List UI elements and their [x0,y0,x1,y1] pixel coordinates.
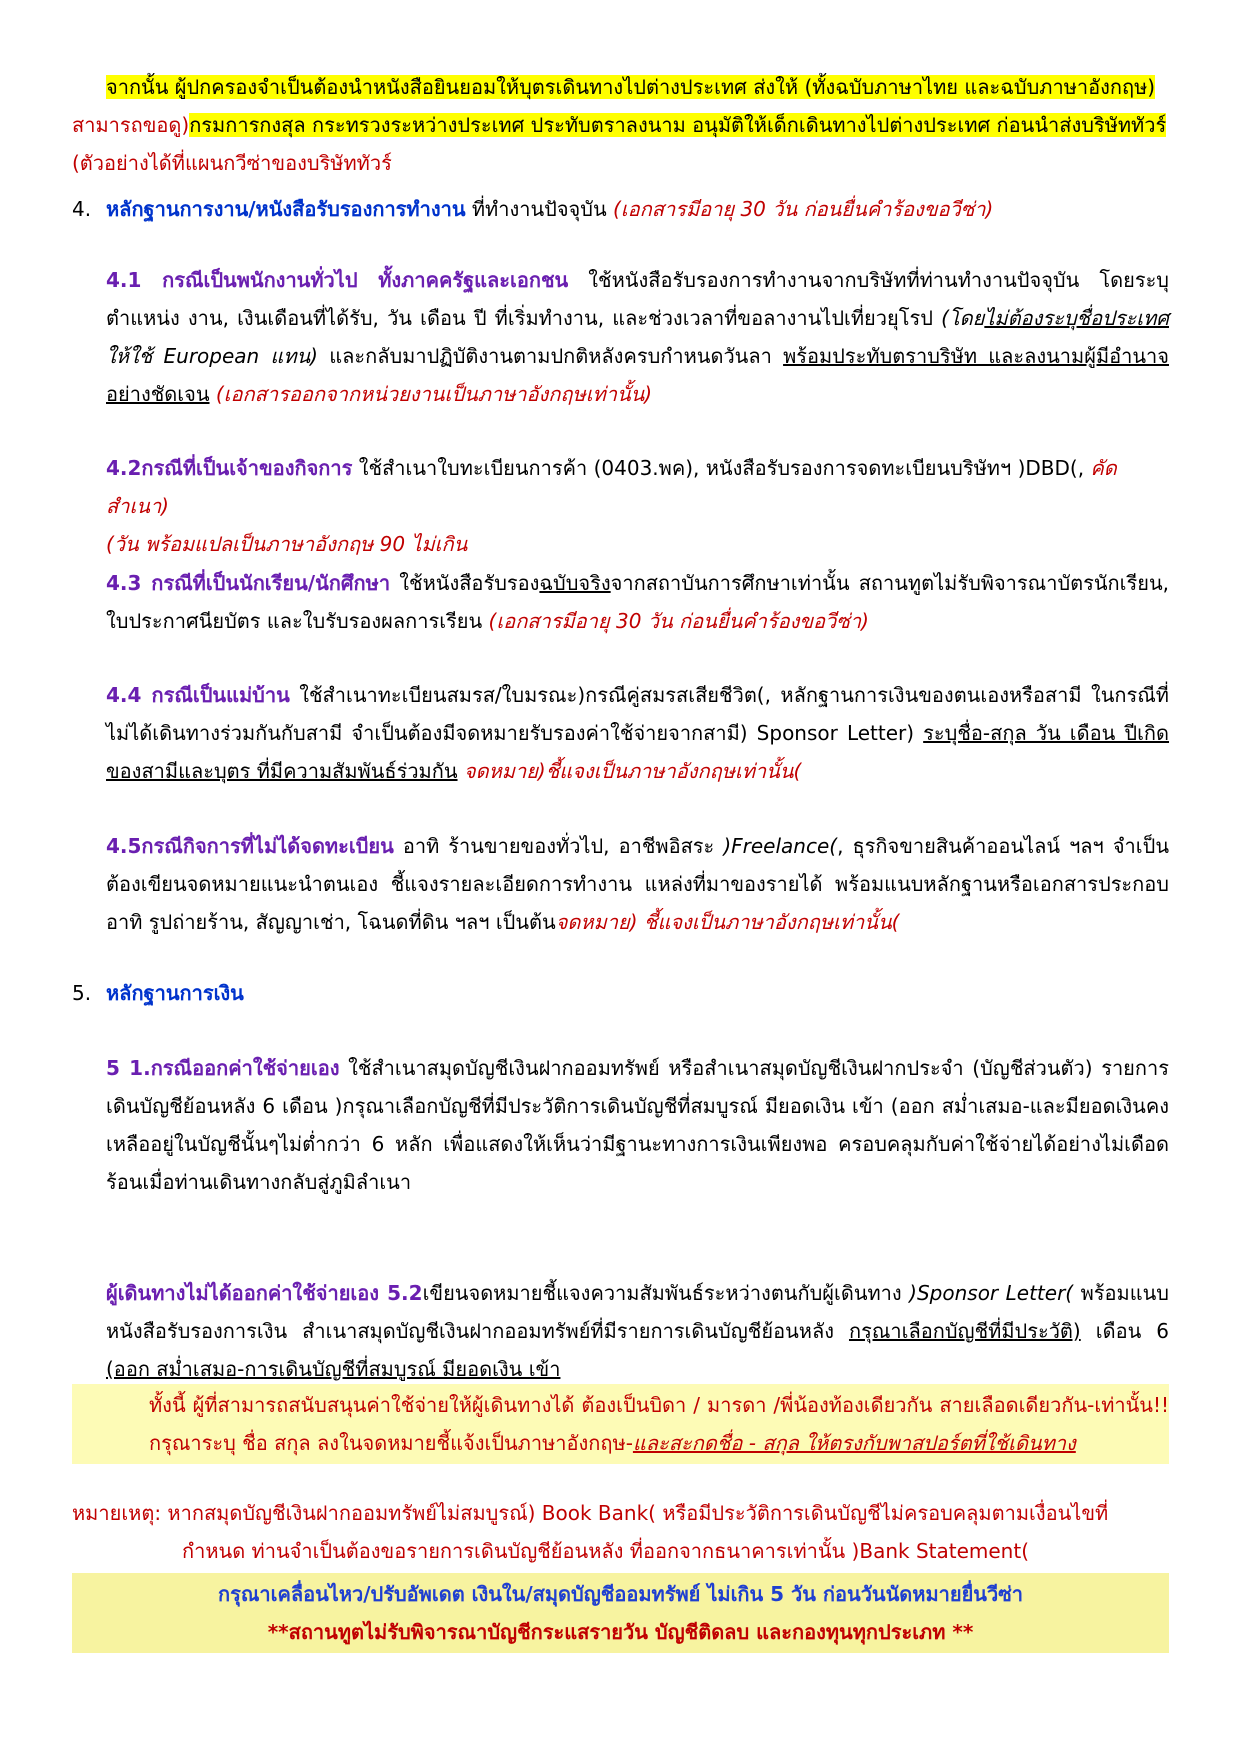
section-4-3-text-2: จากสถาบันการศึกษาเท่านั้น สถานทูตไม่รับพิจารณาบัตรนักเรียน, ใบประกาศนียบัตร และใบรับรองผลการเรียน [106,571,1169,633]
intro-line-2-wrap [72,106,1169,144]
remark [72,1494,1169,1570]
section-4-4-title: 4.4 กรณีเป็นแม่บ้าน [106,683,290,707]
section-4-3-text-1: ใช้หนังสือรับรอง [390,571,540,595]
section-5-2-text-2: พร้อมแนบหนังสือรับรองการเงิน สำเนาสมุดบัญชีเงินฝากออมทรัพย์ที่มีรายการเดินบัญชีย้อนหลัง [106,1281,1169,1343]
section-5-2-italic: )Sponsor Letter( [909,1281,1074,1305]
section-4-2 [106,449,1169,563]
section-4-2-text: ใช้สำเนาใบทะเบียนการค้า (0403.พค), หนังสือรับรองการจดทะเบียนบริษัทฯ )DBD(, [352,456,1091,480]
section-5-1-text: ใช้สำเนาสมุดบัญชีเงินฝากออมทรัพย์ หรือสำเนาสมุดบัญชีเงินฝากประจำ (บัญชีส่วนตัว) รายการเดินบัญชีย้อนหลัง 6 เดือน )กรุณาเลือกบัญชีที่มีประวัติการเดินบัญชีที่สมบูรณ์ มียอดเงิน เข้า (ออก สม่ำเสมอ-และมียอดเงินคงเหลืออยู่ในบัญชีนั้นๆไม่ต่ำกว่า 6 หลัก เพื่อแสดงให้เห็นว่ามีฐานะทางการเงินเพียงพอ ครอบคลุมกับค่าใช้จ่ายได้อย่างไม่เดือดร้อนเมื่อท่านเดินทางกลับสู่ภูมิลำเนา [106,1056,1169,1194]
section-4-1-note: (เอกสารออกจากหน่วยงานเป็นภาษาอังกฤษเท่านั้น) [209,382,653,406]
section-4-text: ที่ทำงานปัจจุบัน [465,197,613,221]
sponsor-note-underline: และสะกดชื่อ - สกุล ให้ตรงกับพาสปอร์ตที่ใช้เดินทาง [632,1431,1076,1455]
section-4-1-italic-underline: ไม่ต้องระบุชื่อประเทศ [984,306,1169,330]
section-4-3 [106,564,1169,640]
section-4-1-underline: พร้อมประทับตราบริษัท และลงนามผู้มีอำนาจอย่างชัดเจน [106,344,1169,406]
section-5-2-text-1: เขียนจดหมายชี้แจงความสัมพันธ์ระหว่างตนกับผู้เดินทาง [422,1281,910,1305]
section-4-4-note: จดหมาย)ชี้แจงเป็นภาษาอังกฤษเท่านั้น( [457,759,802,783]
remark-line-2: กำหนด ท่านจำเป็นต้องขอรายการเดินบัญชีย้อนหลัง ที่ออกจากธนาคารเท่านั้น )Bank Statement( [182,1539,1030,1563]
section-4-1-italic-1: (โดย [941,306,985,330]
intro-example-note: (ตัวอย่างได้ที่แผนกวีซ่าของบริษัททัวร์ [72,151,392,175]
section-4-5-text-1: อาทิ ร้านขายของทั่วไป, อาชีพอิสระ [393,834,724,858]
sponsor-note-text: ทั้งนี้ ผู้ที่สามารถสนับสนุนค่าใช้จ่ายให้ผู้เดินทางได้ ต้องเป็นบิดา / มารดา /พี่น้องท้องเดียวกัน สายเลือดเดียวกัน-เท่านั้น!! กรุณาระบุ ชื่อ สกุล ลงในจดหมายชี้แจ้งเป็นภาษาอังกฤษ- [149,1393,1169,1455]
section-4-2-title: 4.2กรณีที่เป็นเจ้าของกิจการ [106,456,353,480]
section-5-1 [106,1049,1169,1201]
section-4-1 [106,261,1169,413]
intro-highlight-text: กรมการกงสุล กระทรวงระหว่างประเทศ ประทับตราลงนาม อนุมัติให้เด็กเดินทางไปต่างประเทศ ก่อนนำส่งบริษัททัวร์ [189,113,1167,137]
section-4-3-underline: ฉบับจริง [539,571,611,595]
section-4-4-text-1: ใช้สำเนาทะเบียนสมรส/ใบมรณะ)กรณีคู่สมรสเสียชีวิต(, หลักฐานการเงินของตนเองหรือสามี ในกรณีที่ไม่ได้เดินทางร่วมกันกับสามี จำเป็นต้องมีจดหมายรับรองค่าใช้จ่ายจากสามี) Sponsor Letter) [106,683,1169,745]
section-4-3-title: 4.3 กรณีที่เป็นนักเรียน/นักศึกษา [106,571,391,595]
section-5-heading [106,974,1169,1012]
section-4-number: 4. [72,197,92,221]
section-4-5-text-2: , ธุรกิจขายสินค้าออนไลน์ ฯลฯ จำเป็นต้องเขียนจดหมายแนะนำตนเอง ชี้แจงรายละเอียดการทำงาน แหล่งที่มาของรายได้ พร้อมแนบหลักฐานหรือเอกสารประกอบ อาทิ รูปถ่ายร้าน, สัญญาเช่า, โฉนดที่ดิน ฯลฯ เป็นต้น [106,834,1169,934]
section-5-2-text-3: เดือน 6 [1080,1319,1169,1343]
section-4-5-title: 4.5กรณีกิจการที่ไม่ได้จดทะเบียน [106,834,394,858]
section-4-3-note: (เอกสารมีอายุ 30 วัน ก่อนยื่นคำร้องขอวีซ่า) [488,609,869,633]
section-5-2 [106,1274,1169,1388]
section-4-5-italic: )Freelance( [723,834,838,858]
section-4-2-note-1: คัดสำเนา) [106,456,1117,518]
sponsor-note-band [72,1384,1169,1464]
section-4-1-italic-2: ให้ใช้ European แทน) [106,344,318,368]
section-4-4-underline: ระบุชื่อ-สกุล วัน เดือน ปีเกิด ของสามีและบุตร ที่มีความสัมพันธ์ร่วมกัน [106,721,1170,783]
footer-line-2: **สถานทูตไม่รับพิจารณาบัญชีกระแสรายวัน บัญชีติดลบ และกองทุนทุกประเภท ** [267,1620,974,1644]
section-4-4 [106,676,1169,790]
section-5-2-underline-1: กรุณาเลือกบัญชีที่มีประวัติ) [848,1319,1081,1343]
section-5-number: 5. [72,981,92,1005]
section-4-2-note-2: (วัน พร้อมแปลเป็นภาษาอังกฤษ 90 ไม่เกิน [106,532,468,556]
section-4-1-text-1: ใช้หนังสือรับรองการทำงานจากบริษัทที่ท่านทำงานปัจจุบัน โดยระบุตำแหน่ง งาน, เงินเดือนที่ได้รับ, วัน เดือน ปี ที่เริ่มทำงาน, และช่วงเวลาที่ขอลางานไปเที่ยวยุโรป [106,268,1169,330]
section-4-title: หลักฐานการงาน/หนังสือรับรองการทำงาน [106,197,466,221]
section-4-heading [106,190,1169,228]
footer-line-1: กรุณาเคลื่อนไหว/ปรับอัพเดต เงินใน/สมุดบัญชีออมทรัพย์ ไม่เกิน 5 วัน ก่อนวันนัดหมายยื่นวีซ่า [217,1582,1024,1606]
section-4-1-title: 4.1 กรณีเป็นพนักงานทั่วไป ทั้งภาคครัฐและเอกชน [106,268,569,292]
section-5-title: หลักฐานการเงิน [106,981,244,1005]
section-4-5-note: จดหมาย) ชี้แจงเป็นภาษาอังกฤษเท่านั้น( [555,910,900,934]
section-4-note: (เอกสารมีอายุ 30 วัน ก่อนยื่นคำร้องขอวีซ่า) [613,197,994,221]
intro-line-3-wrap [72,144,1169,182]
intro-paragraph [106,68,1169,106]
footer-band [72,1573,1169,1653]
section-5-1-title: 5 1.กรณีออกค่าใช้จ่ายเอง [106,1056,340,1080]
section-5-2-underline-2: (ออก สม่ำเสมอ-การเดินบัญชีที่สมบูรณ์ มียอดเงิน เข้า [106,1357,561,1381]
intro-red-text: สามารถขอดู) [72,113,190,137]
intro-line-1: จากนั้น ผู้ปกครองจำเป็นต้องนำหนังสือยินยอมให้บุตรเดินทางไปต่างประเทศ ส่งให้ (ทั้งฉบับภาษาไทย และฉบับภาษาอังกฤษ) [106,75,1156,99]
remark-line-1: หมายเหตุ: หากสมุดบัญชีเงินฝากออมทรัพย์ไม่สมบูรณ์) Book Bank( หรือมีประวัติการเดินบัญชีไม่ครอบคลุมตามเงื่อนไขที่ [72,1501,1109,1525]
section-4-1-text-2: และกลับมาปฏิบัติงานตามปกติหลังครบกำหนดวันลา [317,344,784,368]
section-4-5 [106,827,1169,941]
section-5-2-title: ผู้เดินทางไม่ได้ออกค่าใช้จ่ายเอง 5.2 [106,1281,423,1305]
